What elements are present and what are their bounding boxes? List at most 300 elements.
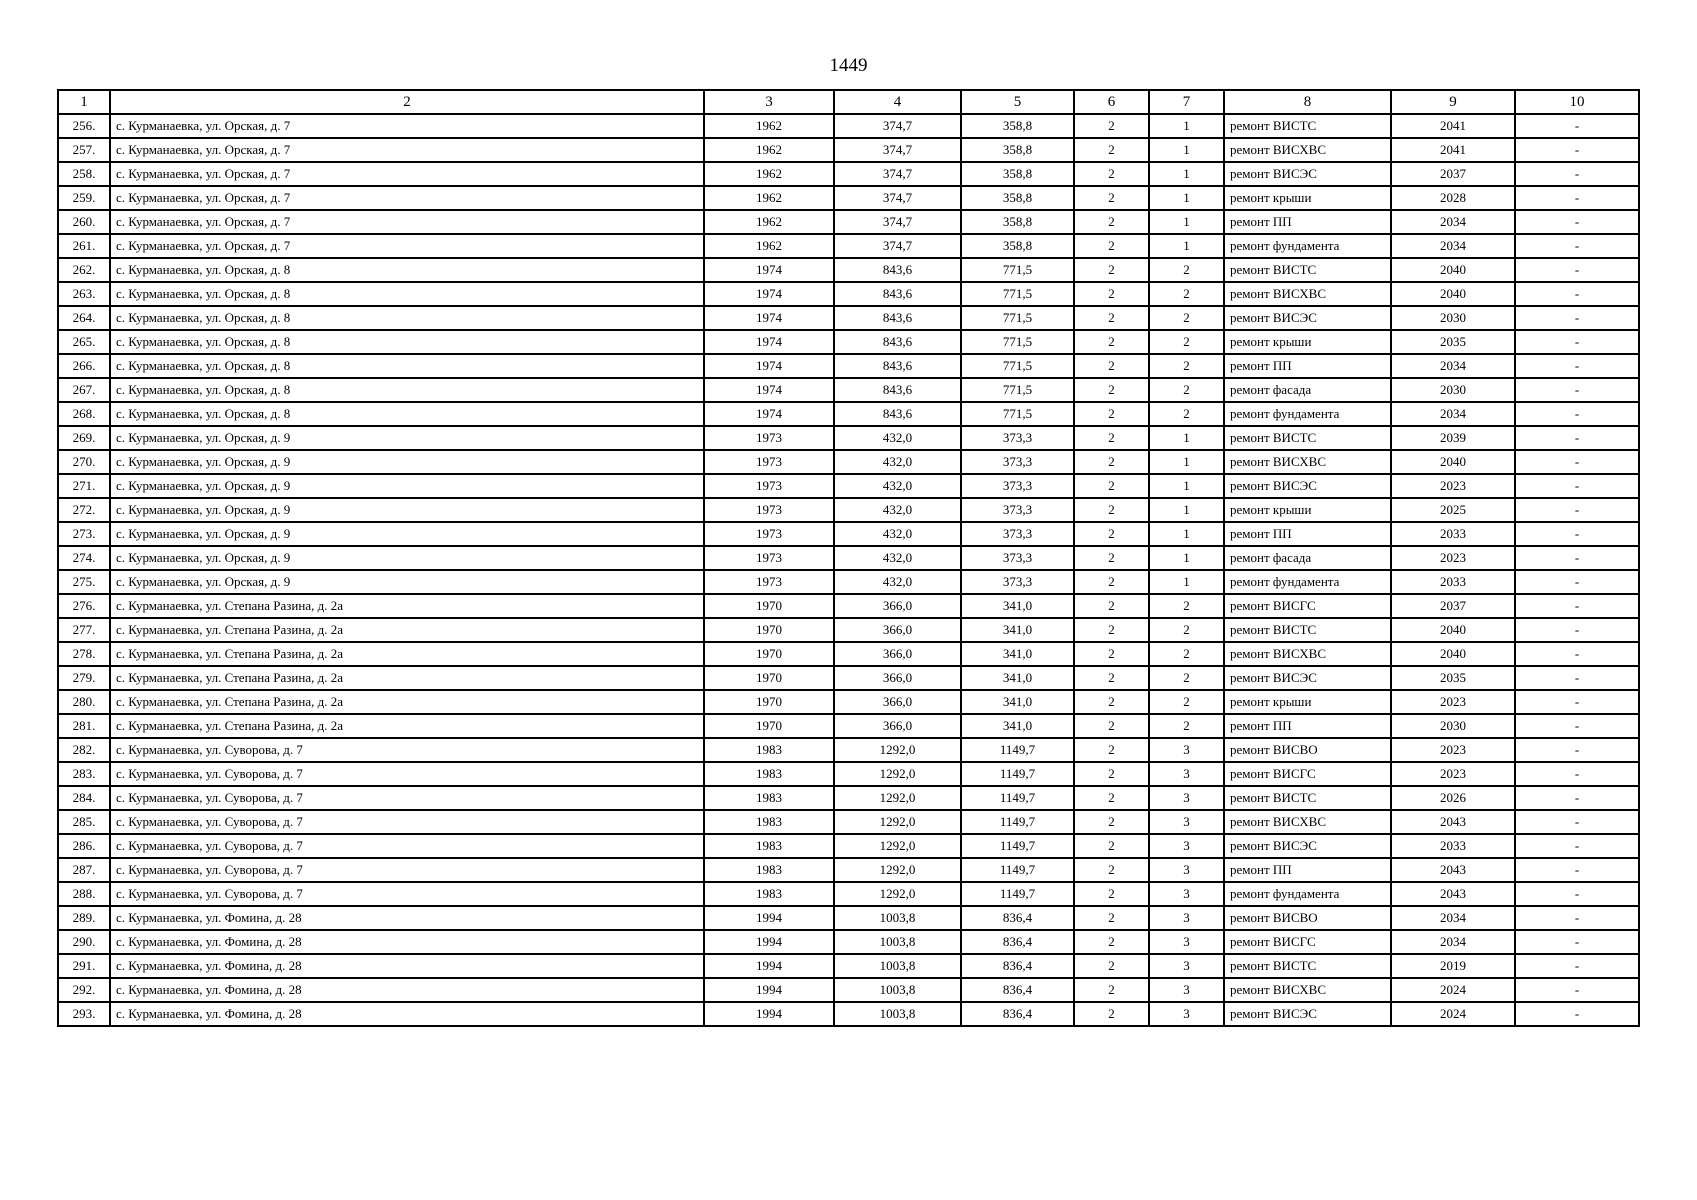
table-row: [58, 882, 1639, 906]
cell-total-area: 374,7: [834, 114, 961, 138]
cell-total-area: 1003,8: [834, 930, 961, 954]
cell-col-7: 1: [1149, 114, 1224, 138]
cell-col-7: 1: [1149, 474, 1224, 498]
cell-col-7: 3: [1149, 786, 1224, 810]
cell-year-planned: 2024: [1391, 1002, 1515, 1026]
cell-year-planned: 2034: [1391, 210, 1515, 234]
column-header: 2: [110, 90, 704, 114]
cell-col-6: 2: [1074, 858, 1149, 882]
table-row: [58, 906, 1639, 930]
cell-col-10: -: [1515, 858, 1639, 882]
cell-year-planned: 2041: [1391, 138, 1515, 162]
cell-number: 293.: [58, 1002, 110, 1026]
cell-number: 287.: [58, 858, 110, 882]
cell-col-6: 2: [1074, 138, 1149, 162]
cell-living-area: 358,8: [961, 162, 1074, 186]
cell-address: с. Курманаевка, ул. Орская, д. 9: [110, 474, 704, 498]
cell-address: с. Курманаевка, ул. Орская, д. 8: [110, 306, 704, 330]
cell-number: 266.: [58, 354, 110, 378]
table-row: [58, 666, 1639, 690]
cell-col-7: 3: [1149, 834, 1224, 858]
cell-year: 1970: [704, 714, 834, 738]
cell-work-type: ремонт ПП: [1224, 858, 1391, 882]
cell-address: с. Курманаевка, ул. Орская, д. 9: [110, 570, 704, 594]
cell-number: 267.: [58, 378, 110, 402]
cell-number: 265.: [58, 330, 110, 354]
cell-year-planned: 2040: [1391, 282, 1515, 306]
cell-year-planned: 2043: [1391, 882, 1515, 906]
cell-work-type: ремонт ВИСХВС: [1224, 282, 1391, 306]
cell-col-7: 1: [1149, 210, 1224, 234]
cell-number: 291.: [58, 954, 110, 978]
cell-col-7: 2: [1149, 354, 1224, 378]
cell-col-6: 2: [1074, 186, 1149, 210]
cell-year: 1962: [704, 234, 834, 258]
cell-work-type: ремонт ВИСХВС: [1224, 642, 1391, 666]
cell-col-6: 2: [1074, 546, 1149, 570]
cell-col-10: -: [1515, 786, 1639, 810]
cell-work-type: ремонт крыши: [1224, 330, 1391, 354]
cell-col-7: 2: [1149, 378, 1224, 402]
cell-address: с. Курманаевка, ул. Орская, д. 9: [110, 546, 704, 570]
cell-living-area: 373,3: [961, 498, 1074, 522]
cell-total-area: 1003,8: [834, 978, 961, 1002]
cell-year-planned: 2023: [1391, 690, 1515, 714]
cell-number: 279.: [58, 666, 110, 690]
cell-living-area: 1149,7: [961, 738, 1074, 762]
cell-col-10: -: [1515, 762, 1639, 786]
cell-number: 268.: [58, 402, 110, 426]
table-row: [58, 978, 1639, 1002]
cell-col-6: 2: [1074, 714, 1149, 738]
table-row: [58, 810, 1639, 834]
cell-col-6: 2: [1074, 690, 1149, 714]
cell-col-10: -: [1515, 594, 1639, 618]
cell-living-area: 358,8: [961, 138, 1074, 162]
cell-work-type: ремонт крыши: [1224, 498, 1391, 522]
cell-total-area: 1292,0: [834, 882, 961, 906]
table-row: [58, 282, 1639, 306]
cell-work-type: ремонт крыши: [1224, 690, 1391, 714]
cell-year: 1974: [704, 282, 834, 306]
cell-col-10: -: [1515, 978, 1639, 1002]
cell-col-6: 2: [1074, 834, 1149, 858]
cell-col-7: 1: [1149, 426, 1224, 450]
table-row: [58, 522, 1639, 546]
cell-address: с. Курманаевка, ул. Суворова, д. 7: [110, 810, 704, 834]
cell-total-area: 374,7: [834, 162, 961, 186]
cell-living-area: 771,5: [961, 354, 1074, 378]
cell-living-area: 1149,7: [961, 786, 1074, 810]
cell-living-area: 373,3: [961, 570, 1074, 594]
cell-year-planned: 2034: [1391, 930, 1515, 954]
cell-col-10: -: [1515, 234, 1639, 258]
cell-work-type: ремонт ВИСВО: [1224, 738, 1391, 762]
cell-number: 272.: [58, 498, 110, 522]
cell-address: с. Курманаевка, ул. Степана Разина, д. 2а: [110, 594, 704, 618]
cell-number: 261.: [58, 234, 110, 258]
cell-year: 1994: [704, 954, 834, 978]
cell-col-7: 1: [1149, 522, 1224, 546]
cell-col-7: 3: [1149, 978, 1224, 1002]
column-header: 6: [1074, 90, 1149, 114]
cell-address: с. Курманаевка, ул. Орская, д. 9: [110, 450, 704, 474]
cell-col-6: 2: [1074, 810, 1149, 834]
table-row: [58, 354, 1639, 378]
table-row: [58, 450, 1639, 474]
cell-year-planned: 2034: [1391, 402, 1515, 426]
cell-col-10: -: [1515, 810, 1639, 834]
table-row: [58, 834, 1639, 858]
cell-col-10: -: [1515, 354, 1639, 378]
cell-year-planned: 2040: [1391, 258, 1515, 282]
cell-address: с. Курманаевка, ул. Орская, д. 7: [110, 138, 704, 162]
cell-col-6: 2: [1074, 666, 1149, 690]
cell-work-type: ремонт ВИСЭС: [1224, 834, 1391, 858]
cell-address: с. Курманаевка, ул. Орская, д. 7: [110, 162, 704, 186]
cell-total-area: 843,6: [834, 282, 961, 306]
cell-col-7: 3: [1149, 954, 1224, 978]
cell-living-area: 771,5: [961, 306, 1074, 330]
cell-number: 257.: [58, 138, 110, 162]
cell-total-area: 1292,0: [834, 738, 961, 762]
cell-total-area: 432,0: [834, 546, 961, 570]
cell-number: 284.: [58, 786, 110, 810]
cell-col-7: 2: [1149, 666, 1224, 690]
cell-col-7: 2: [1149, 690, 1224, 714]
cell-address: с. Курманаевка, ул. Орская, д. 7: [110, 234, 704, 258]
cell-col-10: -: [1515, 162, 1639, 186]
table-row: [58, 1002, 1639, 1026]
cell-year: 1994: [704, 930, 834, 954]
cell-col-7: 1: [1149, 498, 1224, 522]
table-row: [58, 138, 1639, 162]
cell-total-area: 843,6: [834, 354, 961, 378]
cell-col-7: 1: [1149, 138, 1224, 162]
cell-address: с. Курманаевка, ул. Фомина, д. 28: [110, 978, 704, 1002]
cell-col-6: 2: [1074, 330, 1149, 354]
cell-work-type: ремонт ВИСГС: [1224, 762, 1391, 786]
cell-year-planned: 2034: [1391, 354, 1515, 378]
cell-year: 1974: [704, 402, 834, 426]
cell-year: 1973: [704, 522, 834, 546]
cell-col-7: 1: [1149, 186, 1224, 210]
cell-col-6: 2: [1074, 114, 1149, 138]
cell-col-10: -: [1515, 282, 1639, 306]
cell-number: 259.: [58, 186, 110, 210]
cell-year: 1973: [704, 474, 834, 498]
cell-year: 1973: [704, 570, 834, 594]
cell-col-7: 2: [1149, 618, 1224, 642]
cell-total-area: 432,0: [834, 570, 961, 594]
cell-year-planned: 2023: [1391, 546, 1515, 570]
table-row: [58, 426, 1639, 450]
cell-living-area: 1149,7: [961, 810, 1074, 834]
cell-year-planned: 2034: [1391, 234, 1515, 258]
table-row: [58, 714, 1639, 738]
cell-address: с. Курманаевка, ул. Суворова, д. 7: [110, 786, 704, 810]
table-body: [58, 114, 1639, 1026]
cell-number: 282.: [58, 738, 110, 762]
cell-year: 1973: [704, 498, 834, 522]
cell-year-planned: 2043: [1391, 810, 1515, 834]
cell-year-planned: 2023: [1391, 474, 1515, 498]
cell-number: 271.: [58, 474, 110, 498]
cell-total-area: 1292,0: [834, 858, 961, 882]
cell-address: с. Курманаевка, ул. Орская, д. 7: [110, 210, 704, 234]
cell-year-planned: 2035: [1391, 666, 1515, 690]
table-row: [58, 210, 1639, 234]
table-row: [58, 330, 1639, 354]
cell-work-type: ремонт ПП: [1224, 714, 1391, 738]
table-row: [58, 402, 1639, 426]
cell-number: 285.: [58, 810, 110, 834]
cell-living-area: 836,4: [961, 930, 1074, 954]
cell-col-6: 2: [1074, 618, 1149, 642]
cell-col-7: 2: [1149, 282, 1224, 306]
cell-year: 1983: [704, 786, 834, 810]
cell-col-7: 3: [1149, 930, 1224, 954]
column-header: 10: [1515, 90, 1639, 114]
cell-number: 292.: [58, 978, 110, 1002]
cell-col-6: 2: [1074, 282, 1149, 306]
cell-work-type: ремонт ВИСТС: [1224, 114, 1391, 138]
cell-col-6: 2: [1074, 378, 1149, 402]
table-row: [58, 498, 1639, 522]
cell-work-type: ремонт ВИСЭС: [1224, 1002, 1391, 1026]
cell-col-7: 1: [1149, 546, 1224, 570]
cell-work-type: ремонт фасада: [1224, 378, 1391, 402]
cell-col-10: -: [1515, 306, 1639, 330]
table-row: [58, 570, 1639, 594]
cell-total-area: 1003,8: [834, 954, 961, 978]
cell-living-area: 358,8: [961, 210, 1074, 234]
cell-col-7: 1: [1149, 162, 1224, 186]
cell-col-7: 3: [1149, 738, 1224, 762]
cell-col-6: 2: [1074, 738, 1149, 762]
cell-col-6: 2: [1074, 762, 1149, 786]
cell-col-7: 2: [1149, 330, 1224, 354]
cell-address: с. Курманаевка, ул. Суворова, д. 7: [110, 858, 704, 882]
cell-col-10: -: [1515, 330, 1639, 354]
cell-work-type: ремонт ВИСЭС: [1224, 306, 1391, 330]
cell-col-6: 2: [1074, 522, 1149, 546]
table-row: [58, 114, 1639, 138]
cell-year: 1974: [704, 306, 834, 330]
cell-living-area: 771,5: [961, 282, 1074, 306]
table-row: [58, 738, 1639, 762]
cell-year: 1983: [704, 834, 834, 858]
cell-total-area: 843,6: [834, 306, 961, 330]
cell-year-planned: 2033: [1391, 522, 1515, 546]
cell-year: 1962: [704, 138, 834, 162]
cell-year-planned: 2040: [1391, 450, 1515, 474]
cell-living-area: 341,0: [961, 690, 1074, 714]
cell-living-area: 1149,7: [961, 762, 1074, 786]
cell-work-type: ремонт ВИСТС: [1224, 258, 1391, 282]
cell-col-6: 2: [1074, 882, 1149, 906]
cell-work-type: ремонт ПП: [1224, 210, 1391, 234]
cell-total-area: 366,0: [834, 594, 961, 618]
cell-total-area: 366,0: [834, 666, 961, 690]
cell-year: 1962: [704, 114, 834, 138]
cell-number: 281.: [58, 714, 110, 738]
cell-address: с. Курманаевка, ул. Суворова, д. 7: [110, 762, 704, 786]
cell-total-area: 1292,0: [834, 834, 961, 858]
cell-living-area: 341,0: [961, 666, 1074, 690]
cell-year-planned: 2040: [1391, 642, 1515, 666]
cell-col-6: 2: [1074, 402, 1149, 426]
cell-col-7: 3: [1149, 882, 1224, 906]
table-row: [58, 378, 1639, 402]
cell-address: с. Курманаевка, ул. Орская, д. 9: [110, 522, 704, 546]
cell-year: 1970: [704, 618, 834, 642]
cell-col-7: 1: [1149, 570, 1224, 594]
cell-year-planned: 2043: [1391, 858, 1515, 882]
cell-col-6: 2: [1074, 306, 1149, 330]
cell-number: 274.: [58, 546, 110, 570]
cell-living-area: 341,0: [961, 642, 1074, 666]
cell-address: с. Курманаевка, ул. Орская, д. 8: [110, 282, 704, 306]
cell-col-10: -: [1515, 738, 1639, 762]
cell-address: с. Курманаевка, ул. Фомина, д. 28: [110, 906, 704, 930]
cell-col-6: 2: [1074, 906, 1149, 930]
cell-number: 260.: [58, 210, 110, 234]
cell-col-10: -: [1515, 642, 1639, 666]
cell-col-6: 2: [1074, 930, 1149, 954]
cell-col-6: 2: [1074, 786, 1149, 810]
cell-col-6: 2: [1074, 234, 1149, 258]
cell-year-planned: 2024: [1391, 978, 1515, 1002]
cell-address: с. Курманаевка, ул. Орская, д. 7: [110, 186, 704, 210]
column-header: 7: [1149, 90, 1224, 114]
cell-address: с. Курманаевка, ул. Орская, д. 9: [110, 426, 704, 450]
cell-work-type: ремонт ВИСЭС: [1224, 162, 1391, 186]
cell-living-area: 1149,7: [961, 882, 1074, 906]
cell-living-area: 771,5: [961, 330, 1074, 354]
cell-col-7: 2: [1149, 258, 1224, 282]
cell-col-7: 3: [1149, 810, 1224, 834]
cell-col-10: -: [1515, 546, 1639, 570]
cell-col-10: -: [1515, 954, 1639, 978]
cell-col-10: -: [1515, 930, 1639, 954]
cell-year: 1970: [704, 666, 834, 690]
column-header: 5: [961, 90, 1074, 114]
cell-total-area: 1292,0: [834, 786, 961, 810]
cell-work-type: ремонт ПП: [1224, 522, 1391, 546]
cell-living-area: 373,3: [961, 522, 1074, 546]
cell-number: 290.: [58, 930, 110, 954]
column-header: 3: [704, 90, 834, 114]
cell-col-7: 2: [1149, 714, 1224, 738]
cell-number: 278.: [58, 642, 110, 666]
cell-work-type: ремонт ВИСГС: [1224, 930, 1391, 954]
table-row: [58, 618, 1639, 642]
cell-total-area: 1003,8: [834, 1002, 961, 1026]
column-header: 4: [834, 90, 961, 114]
cell-year: 1962: [704, 162, 834, 186]
cell-work-type: ремонт ВИСХВС: [1224, 450, 1391, 474]
cell-address: с. Курманаевка, ул. Суворова, д. 7: [110, 738, 704, 762]
cell-work-type: ремонт фундамента: [1224, 402, 1391, 426]
cell-col-6: 2: [1074, 258, 1149, 282]
cell-address: с. Курманаевка, ул. Суворова, д. 7: [110, 882, 704, 906]
cell-col-7: 1: [1149, 450, 1224, 474]
cell-address: с. Курманаевка, ул. Орская, д. 8: [110, 330, 704, 354]
cell-col-6: 2: [1074, 474, 1149, 498]
cell-living-area: 771,5: [961, 378, 1074, 402]
cell-total-area: 374,7: [834, 210, 961, 234]
cell-work-type: ремонт ВИСЭС: [1224, 474, 1391, 498]
cell-col-10: -: [1515, 402, 1639, 426]
cell-total-area: 843,6: [834, 378, 961, 402]
cell-total-area: 432,0: [834, 522, 961, 546]
cell-col-10: -: [1515, 714, 1639, 738]
cell-work-type: ремонт фундамента: [1224, 570, 1391, 594]
table-row: [58, 786, 1639, 810]
cell-number: 256.: [58, 114, 110, 138]
cell-total-area: 432,0: [834, 426, 961, 450]
cell-col-10: -: [1515, 498, 1639, 522]
cell-col-10: -: [1515, 882, 1639, 906]
cell-number: 264.: [58, 306, 110, 330]
cell-year: 1983: [704, 738, 834, 762]
cell-living-area: 836,4: [961, 978, 1074, 1002]
cell-total-area: 1292,0: [834, 810, 961, 834]
cell-number: 258.: [58, 162, 110, 186]
cell-number: 275.: [58, 570, 110, 594]
cell-col-6: 2: [1074, 1002, 1149, 1026]
cell-col-10: -: [1515, 666, 1639, 690]
cell-work-type: ремонт ВИСТС: [1224, 786, 1391, 810]
cell-living-area: 341,0: [961, 594, 1074, 618]
cell-number: 269.: [58, 426, 110, 450]
cell-year: 1994: [704, 906, 834, 930]
cell-work-type: ремонт ВИСХВС: [1224, 978, 1391, 1002]
cell-address: с. Курманаевка, ул. Суворова, д. 7: [110, 834, 704, 858]
cell-number: 276.: [58, 594, 110, 618]
cell-col-6: 2: [1074, 954, 1149, 978]
cell-year-planned: 2023: [1391, 738, 1515, 762]
cell-total-area: 843,6: [834, 402, 961, 426]
cell-year: 1994: [704, 1002, 834, 1026]
cell-total-area: 1292,0: [834, 762, 961, 786]
cell-col-7: 3: [1149, 1002, 1224, 1026]
table-row: [58, 930, 1639, 954]
cell-address: с. Курманаевка, ул. Фомина, д. 28: [110, 930, 704, 954]
cell-work-type: ремонт ВИСГС: [1224, 594, 1391, 618]
cell-col-10: -: [1515, 378, 1639, 402]
cell-year-planned: 2030: [1391, 378, 1515, 402]
cell-total-area: 366,0: [834, 642, 961, 666]
cell-year: 1970: [704, 642, 834, 666]
cell-col-10: -: [1515, 426, 1639, 450]
cell-col-10: -: [1515, 474, 1639, 498]
cell-living-area: 836,4: [961, 1002, 1074, 1026]
cell-total-area: 843,6: [834, 330, 961, 354]
cell-col-10: -: [1515, 1002, 1639, 1026]
cell-work-type: ремонт ВИСХВС: [1224, 810, 1391, 834]
cell-year-planned: 2039: [1391, 426, 1515, 450]
cell-year: 1983: [704, 858, 834, 882]
table-row: [58, 306, 1639, 330]
cell-year-planned: 2030: [1391, 714, 1515, 738]
cell-year: 1970: [704, 690, 834, 714]
table-row: [58, 474, 1639, 498]
cell-year: 1983: [704, 762, 834, 786]
cell-work-type: ремонт ВИСТС: [1224, 618, 1391, 642]
cell-year: 1974: [704, 378, 834, 402]
